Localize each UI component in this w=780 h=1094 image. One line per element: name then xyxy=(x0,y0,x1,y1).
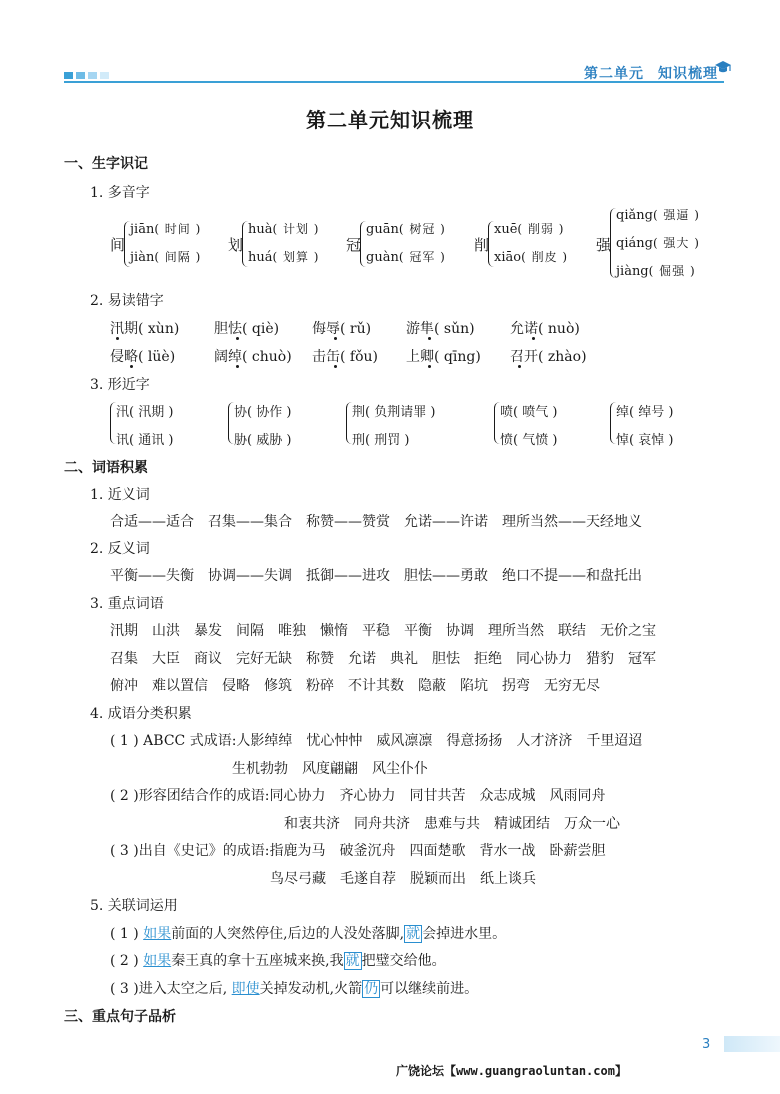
idiom-line: ( 1 ) ABCC 式成语:人影绰绰 忧心忡忡 威风凛凛 得意扬扬 人才济济 千里迢迢 xyxy=(110,733,643,749)
easy-word: 侮辱( rǔ) xyxy=(312,321,372,337)
example-word: ( 倔强 ) xyxy=(648,264,696,278)
section-heading-1: 一、生字识记 xyxy=(64,156,148,172)
conjunction-word: 如果 xyxy=(143,953,172,969)
header-unit: 第二单元 xyxy=(584,66,644,82)
pinyin: qiáng xyxy=(616,236,653,251)
subheading-easy-misread: 2. 易读错字 xyxy=(90,293,164,309)
idiom-line: 鸟尽弓藏 毛遂自荐 脱颖而出 纸上谈兵 xyxy=(270,871,536,887)
sentence-text: 前面的人突然停住,后边的人没处落脚, xyxy=(171,926,405,942)
similar-char: 汛( 汛期 ) xyxy=(116,405,174,420)
conjunction-word: 如果 xyxy=(143,926,172,942)
conjunction-word: 就 xyxy=(345,953,360,969)
easy-word: 胆怯( qiè) xyxy=(214,321,280,337)
key-words-line: 汛期 山洪 暴发 间隔 唯独 懒惰 平稳 平衡 协调 理所当然 联结 无价之宝 xyxy=(110,623,656,639)
conjunction-word: 仍 xyxy=(364,981,379,997)
conjunction-sentence xyxy=(110,950,446,970)
polyphone-char: 间 xyxy=(110,236,126,254)
similar-char: 讯( 通讯 ) xyxy=(116,433,174,448)
subheading-synonyms: 1. 近义词 xyxy=(90,487,150,503)
pinyin: huà xyxy=(248,222,273,237)
emphasis-dot xyxy=(334,337,337,340)
conjunction-word: 即使 xyxy=(231,981,260,997)
polyphone-reading xyxy=(494,220,564,237)
easy-word: 召开( zhào) xyxy=(510,349,587,365)
idiom-line: 生机勃勃 风度翩翩 风尘仆仆 xyxy=(232,761,428,777)
emphasis-dot xyxy=(334,365,337,368)
example-word: ( 间隔 ) xyxy=(154,250,202,264)
pinyin: guān xyxy=(366,222,399,237)
footer-url: 【www.guangraoluntan.com】 xyxy=(444,1064,627,1078)
easy-word: 汛期( xùn) xyxy=(110,321,180,337)
easy-word: 允诺( nuò) xyxy=(510,321,580,337)
polyphone-reading xyxy=(616,234,700,251)
sentence-text: 会掉进水里。 xyxy=(422,926,507,942)
polyphone-char: 冠 xyxy=(346,236,362,254)
example-word: ( 划算 ) xyxy=(272,250,320,264)
polyphone-reading xyxy=(366,220,446,237)
polyphone-reading xyxy=(248,248,320,265)
header-square xyxy=(64,72,73,79)
emphasis-dot xyxy=(236,365,239,368)
polyphone-reading xyxy=(248,220,320,237)
sentence-text: 把璧交给他。 xyxy=(361,953,446,969)
example-word: ( 削弱 ) xyxy=(517,222,565,236)
sentence-number: ( 2 ) xyxy=(110,953,144,969)
similar-char: 协( 协作 ) xyxy=(234,405,292,420)
example-word: ( 计划 ) xyxy=(272,222,320,236)
antonyms-line: 平衡——失衡 协调——失调 抵御——进攻 胆怯——勇敢 绝口不提——和盘托出 xyxy=(110,568,642,584)
key-words-line: 俯冲 难以置信 侵略 修筑 粉碎 不计其数 隐蔽 陷坑 拐弯 无穷无尽 xyxy=(110,678,600,694)
emphasis-dot xyxy=(428,365,431,368)
emphasis-dot xyxy=(116,337,119,340)
conjunction-word: 就 xyxy=(406,926,421,942)
sentence-text: 秦王真的拿十五座城来换,我 xyxy=(171,953,344,969)
pinyin: guàn xyxy=(366,250,399,265)
graduation-cap-icon xyxy=(714,58,732,76)
key-words-line: 召集 大臣 商议 完好无缺 称赞 允诺 典礼 胆怯 拒绝 同心协力 猎豹 冠军 xyxy=(110,651,656,667)
easy-word: 侵略( lüè) xyxy=(110,349,176,365)
sentence-number: ( 1 ) xyxy=(110,926,144,942)
example-word: ( 树冠 ) xyxy=(398,222,446,236)
easy-word: 上卿( qīng) xyxy=(406,349,481,365)
header-topic: 知识梳理 xyxy=(658,66,718,82)
idiom-line: ( 2 )形容团结合作的成语:同心协力 齐心协力 同甘共苦 众志成城 风雨同舟 xyxy=(110,788,606,804)
idiom-line: ( 3 )出自《史记》的成语:指鹿为马 破釜沉舟 四面楚歌 背水一战 卧薪尝胆 xyxy=(110,843,606,859)
easy-word: 击缶( fǒu) xyxy=(312,349,379,365)
synonyms-line: 合适——适合 召集——集合 称赞——赞赏 允诺——许诺 理所当然——天经地义 xyxy=(110,514,642,530)
polyphone-reading xyxy=(130,220,201,237)
pinyin: qiǎng xyxy=(616,208,653,223)
sentence-text: 可以继续前进。 xyxy=(380,981,479,997)
conjunction-sentence xyxy=(110,923,506,943)
example-word: ( 削皮 ) xyxy=(521,250,569,264)
similar-char: 胁( 威胁 ) xyxy=(234,433,292,448)
example-word: ( 冠军 ) xyxy=(398,250,446,264)
similar-char: 悼( 哀悼 ) xyxy=(616,433,674,448)
header-square xyxy=(100,72,109,79)
easy-word: 阔绰( chuò) xyxy=(214,349,292,365)
pinyin: xuē xyxy=(494,222,518,237)
subheading-polyphones: 1. 多音字 xyxy=(90,185,150,201)
similar-char: 荆( 负荆请罪 ) xyxy=(352,405,436,420)
subheading-idioms: 4. 成语分类积累 xyxy=(90,706,192,722)
pinyin: jiān xyxy=(130,222,155,237)
pinyin: jiàng xyxy=(616,264,649,279)
conjunction-sentence xyxy=(110,978,478,998)
subheading-similar-chars: 3. 形近字 xyxy=(90,377,150,393)
header-square xyxy=(88,72,97,79)
subheading-key-words: 3. 重点词语 xyxy=(90,596,164,612)
emphasis-dot xyxy=(236,337,239,340)
pinyin: huá xyxy=(248,250,273,265)
example-word: ( 强逼 ) xyxy=(652,208,700,222)
polyphone-reading xyxy=(130,248,201,265)
idiom-line: 和衷共济 同舟共济 患难与共 精诚团结 万众一心 xyxy=(284,816,620,832)
polyphone-reading xyxy=(366,248,446,265)
header-decor-squares xyxy=(64,72,109,79)
emphasis-dot xyxy=(428,337,431,340)
similar-char: 喷( 喷气 ) xyxy=(500,405,558,420)
similar-char: 绰( 绰号 ) xyxy=(616,405,674,420)
similar-char: 愤( 气愤 ) xyxy=(500,433,558,448)
footer-site-name: 广饶论坛 xyxy=(396,1064,445,1078)
footer-watermark xyxy=(396,1062,627,1079)
similar-char: 刑( 刑罚 ) xyxy=(352,433,410,448)
section-heading-2: 二、词语积累 xyxy=(64,460,148,476)
pinyin: xiāo xyxy=(494,250,522,265)
section-heading-3: 三、重点句子品析 xyxy=(64,1009,176,1025)
subheading-conjunctions: 5. 关联词运用 xyxy=(90,898,178,914)
pinyin: jiàn xyxy=(130,250,155,265)
subheading-antonyms: 2. 反义词 xyxy=(90,541,150,557)
page-number-bar xyxy=(724,1036,780,1052)
header-running-title xyxy=(584,63,718,83)
easy-word: 游隼( sǔn) xyxy=(406,321,475,337)
page-number: 3 xyxy=(702,1037,711,1052)
polyphone-reading xyxy=(616,262,696,279)
example-word: ( 强大 ) xyxy=(652,236,700,250)
emphasis-dot xyxy=(518,365,521,368)
polyphone-char: 削 xyxy=(474,236,490,254)
sentence-number: ( 3 )进入太空之后, xyxy=(110,981,232,997)
polyphone-reading xyxy=(494,248,568,265)
emphasis-dot xyxy=(130,365,133,368)
emphasis-dot xyxy=(532,337,535,340)
header-square xyxy=(76,72,85,79)
sentence-text: 关掉发动机,火箭 xyxy=(259,981,363,997)
polyphone-char: 划 xyxy=(228,236,244,254)
page-title: 第二单元知识梳理 xyxy=(306,108,474,132)
example-word: ( 时间 ) xyxy=(154,222,202,236)
polyphone-reading xyxy=(616,206,700,223)
polyphone-char: 强 xyxy=(596,236,612,254)
